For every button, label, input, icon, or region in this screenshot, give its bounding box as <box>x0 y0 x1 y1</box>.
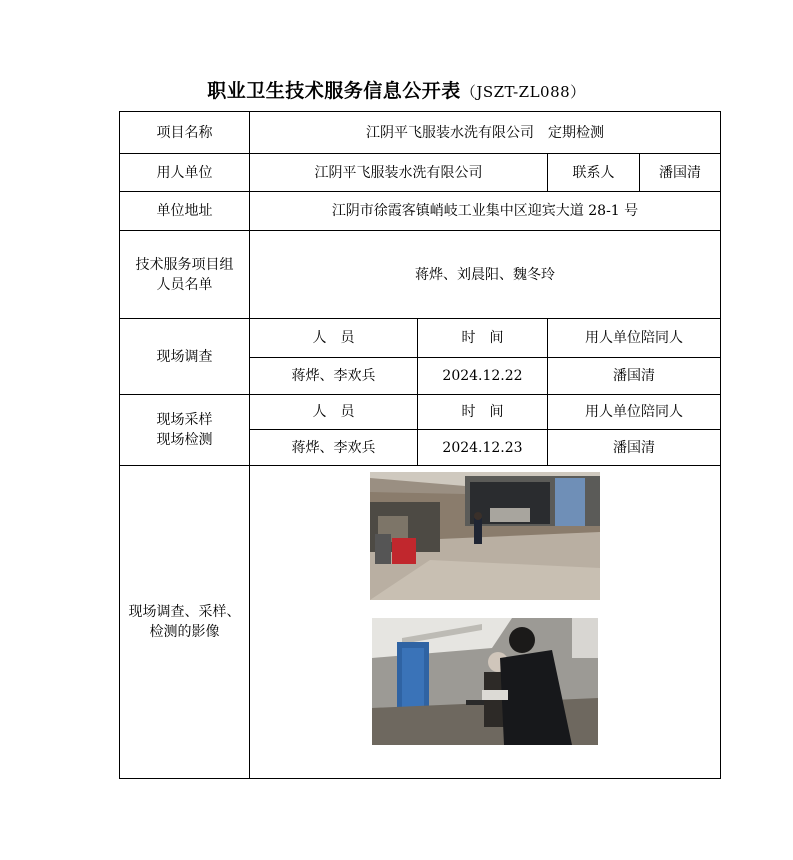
address-value: 江阴市徐霞客镇峭岐工业集中区迎宾大道 28-1 号 <box>250 192 721 231</box>
survey-people-header: 人 员 <box>250 319 418 358</box>
images-label <box>120 466 250 779</box>
images-label-line2: 检测的影像 <box>149 624 220 640</box>
images-cell <box>250 466 721 779</box>
survey-escort-header: 用人单位陪同人 <box>548 319 721 358</box>
survey-time-header: 时 间 <box>418 319 548 358</box>
survey-escort: 潘国清 <box>548 358 721 395</box>
survey-people: 蒋烨、李欢兵 <box>250 358 418 395</box>
sampling-label-line2: 现场检测 <box>156 432 213 448</box>
address-label: 单位地址 <box>120 192 250 231</box>
sampling-label-line1: 现场采样 <box>156 412 213 428</box>
team-label-line2: 人员名单 <box>156 276 213 293</box>
team-label-line1: 技术服务项目组 <box>135 256 234 273</box>
contact-value: 潘国清 <box>640 154 721 192</box>
info-table <box>119 111 721 779</box>
sampling-people-header: 人 员 <box>250 395 418 430</box>
site-sampling-photo <box>372 618 598 745</box>
team-value: 蒋烨、刘晨阳、魏冬玲 <box>250 231 721 319</box>
sampling-escort-header: 用人单位陪同人 <box>548 395 721 430</box>
employer-label: 用人单位 <box>120 154 250 192</box>
title-text: 职业卫生技术服务信息公开表 <box>207 80 461 102</box>
survey-label: 现场调查 <box>120 319 250 395</box>
sampling-people: 蒋烨、李欢兵 <box>250 430 418 466</box>
contact-label: 联系人 <box>548 154 640 192</box>
team-label <box>120 231 250 319</box>
page-title <box>0 76 793 103</box>
images-label-line1: 现场调查、采样、 <box>128 604 241 620</box>
survey-time: 2024.12.22 <box>418 358 548 395</box>
project-label: 项目名称 <box>120 112 250 154</box>
site-survey-photo <box>370 472 600 600</box>
sampling-time: 2024.12.23 <box>418 430 548 466</box>
form-code: （JSZT-ZL088） <box>460 83 586 101</box>
project-value: 江阴平飞服装水洗有限公司 定期检测 <box>250 112 721 154</box>
sampling-label <box>120 395 250 466</box>
sampling-time-header: 时 间 <box>418 395 548 430</box>
employer-value: 江阴平飞服装水洗有限公司 <box>250 154 548 192</box>
sampling-escort: 潘国清 <box>548 430 721 466</box>
